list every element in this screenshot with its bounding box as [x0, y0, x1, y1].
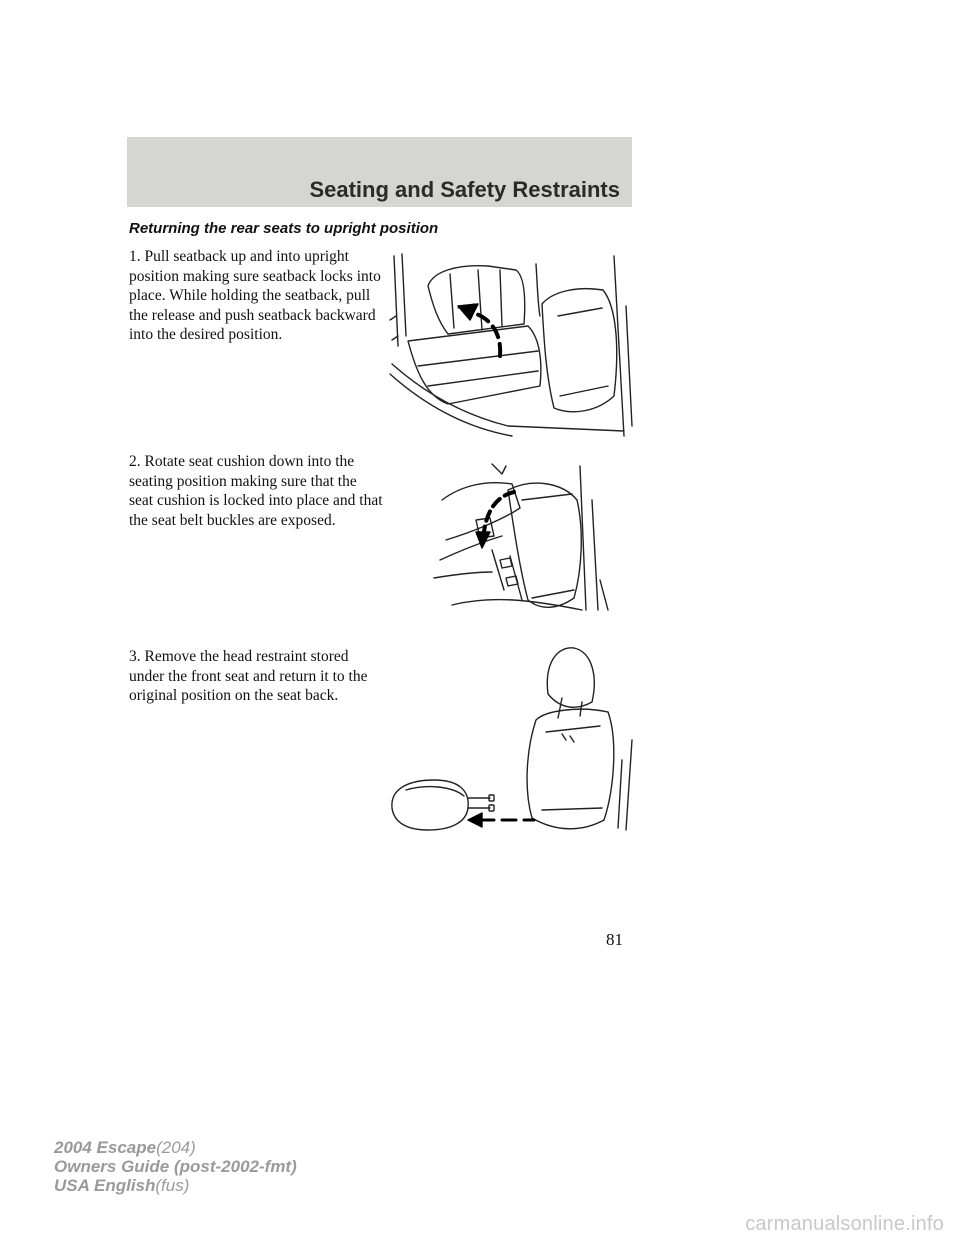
step-2-text: 2. Rotate seat cushion down into the seating position making sure that the seat cushion is locked into place and that the seat belt buckles are exposed.	[129, 453, 383, 529]
seat-cushion-rotate-illustration	[432, 460, 610, 618]
footer-language-code: (fus)	[155, 1176, 190, 1195]
footer-guide: Owners Guide (post-2002-fmt)	[54, 1157, 297, 1176]
seatback-upright-illustration	[388, 246, 634, 438]
section-header-band	[127, 137, 632, 207]
section-heading: Returning the rear seats to upright position	[129, 220, 439, 237]
footer-language: USA English	[54, 1176, 156, 1195]
step-3-text: 3. Remove the head restraint stored under the front seat and return it to the original position on the seat back.	[129, 648, 368, 704]
head-restraint-install-illustration	[386, 640, 636, 836]
footer-model: 2004 Escape	[54, 1138, 157, 1157]
footer-line-1	[54, 1138, 297, 1157]
footer-line-3	[54, 1176, 297, 1195]
step-1-text: 1. Pull seatback up and into upright position making sure seatback locks into place. While holding the seatback, pull the release and push seatback backward into the desired position.	[129, 248, 381, 343]
document-footer	[54, 1138, 297, 1195]
watermark-link[interactable]: carmanualsonline.info	[745, 1213, 944, 1235]
page-section-title: Seating and Safety Restraints	[309, 177, 620, 202]
footer-model-code: (204)	[156, 1138, 196, 1157]
footer-line-2	[54, 1157, 297, 1176]
page-number: 81	[606, 930, 623, 949]
